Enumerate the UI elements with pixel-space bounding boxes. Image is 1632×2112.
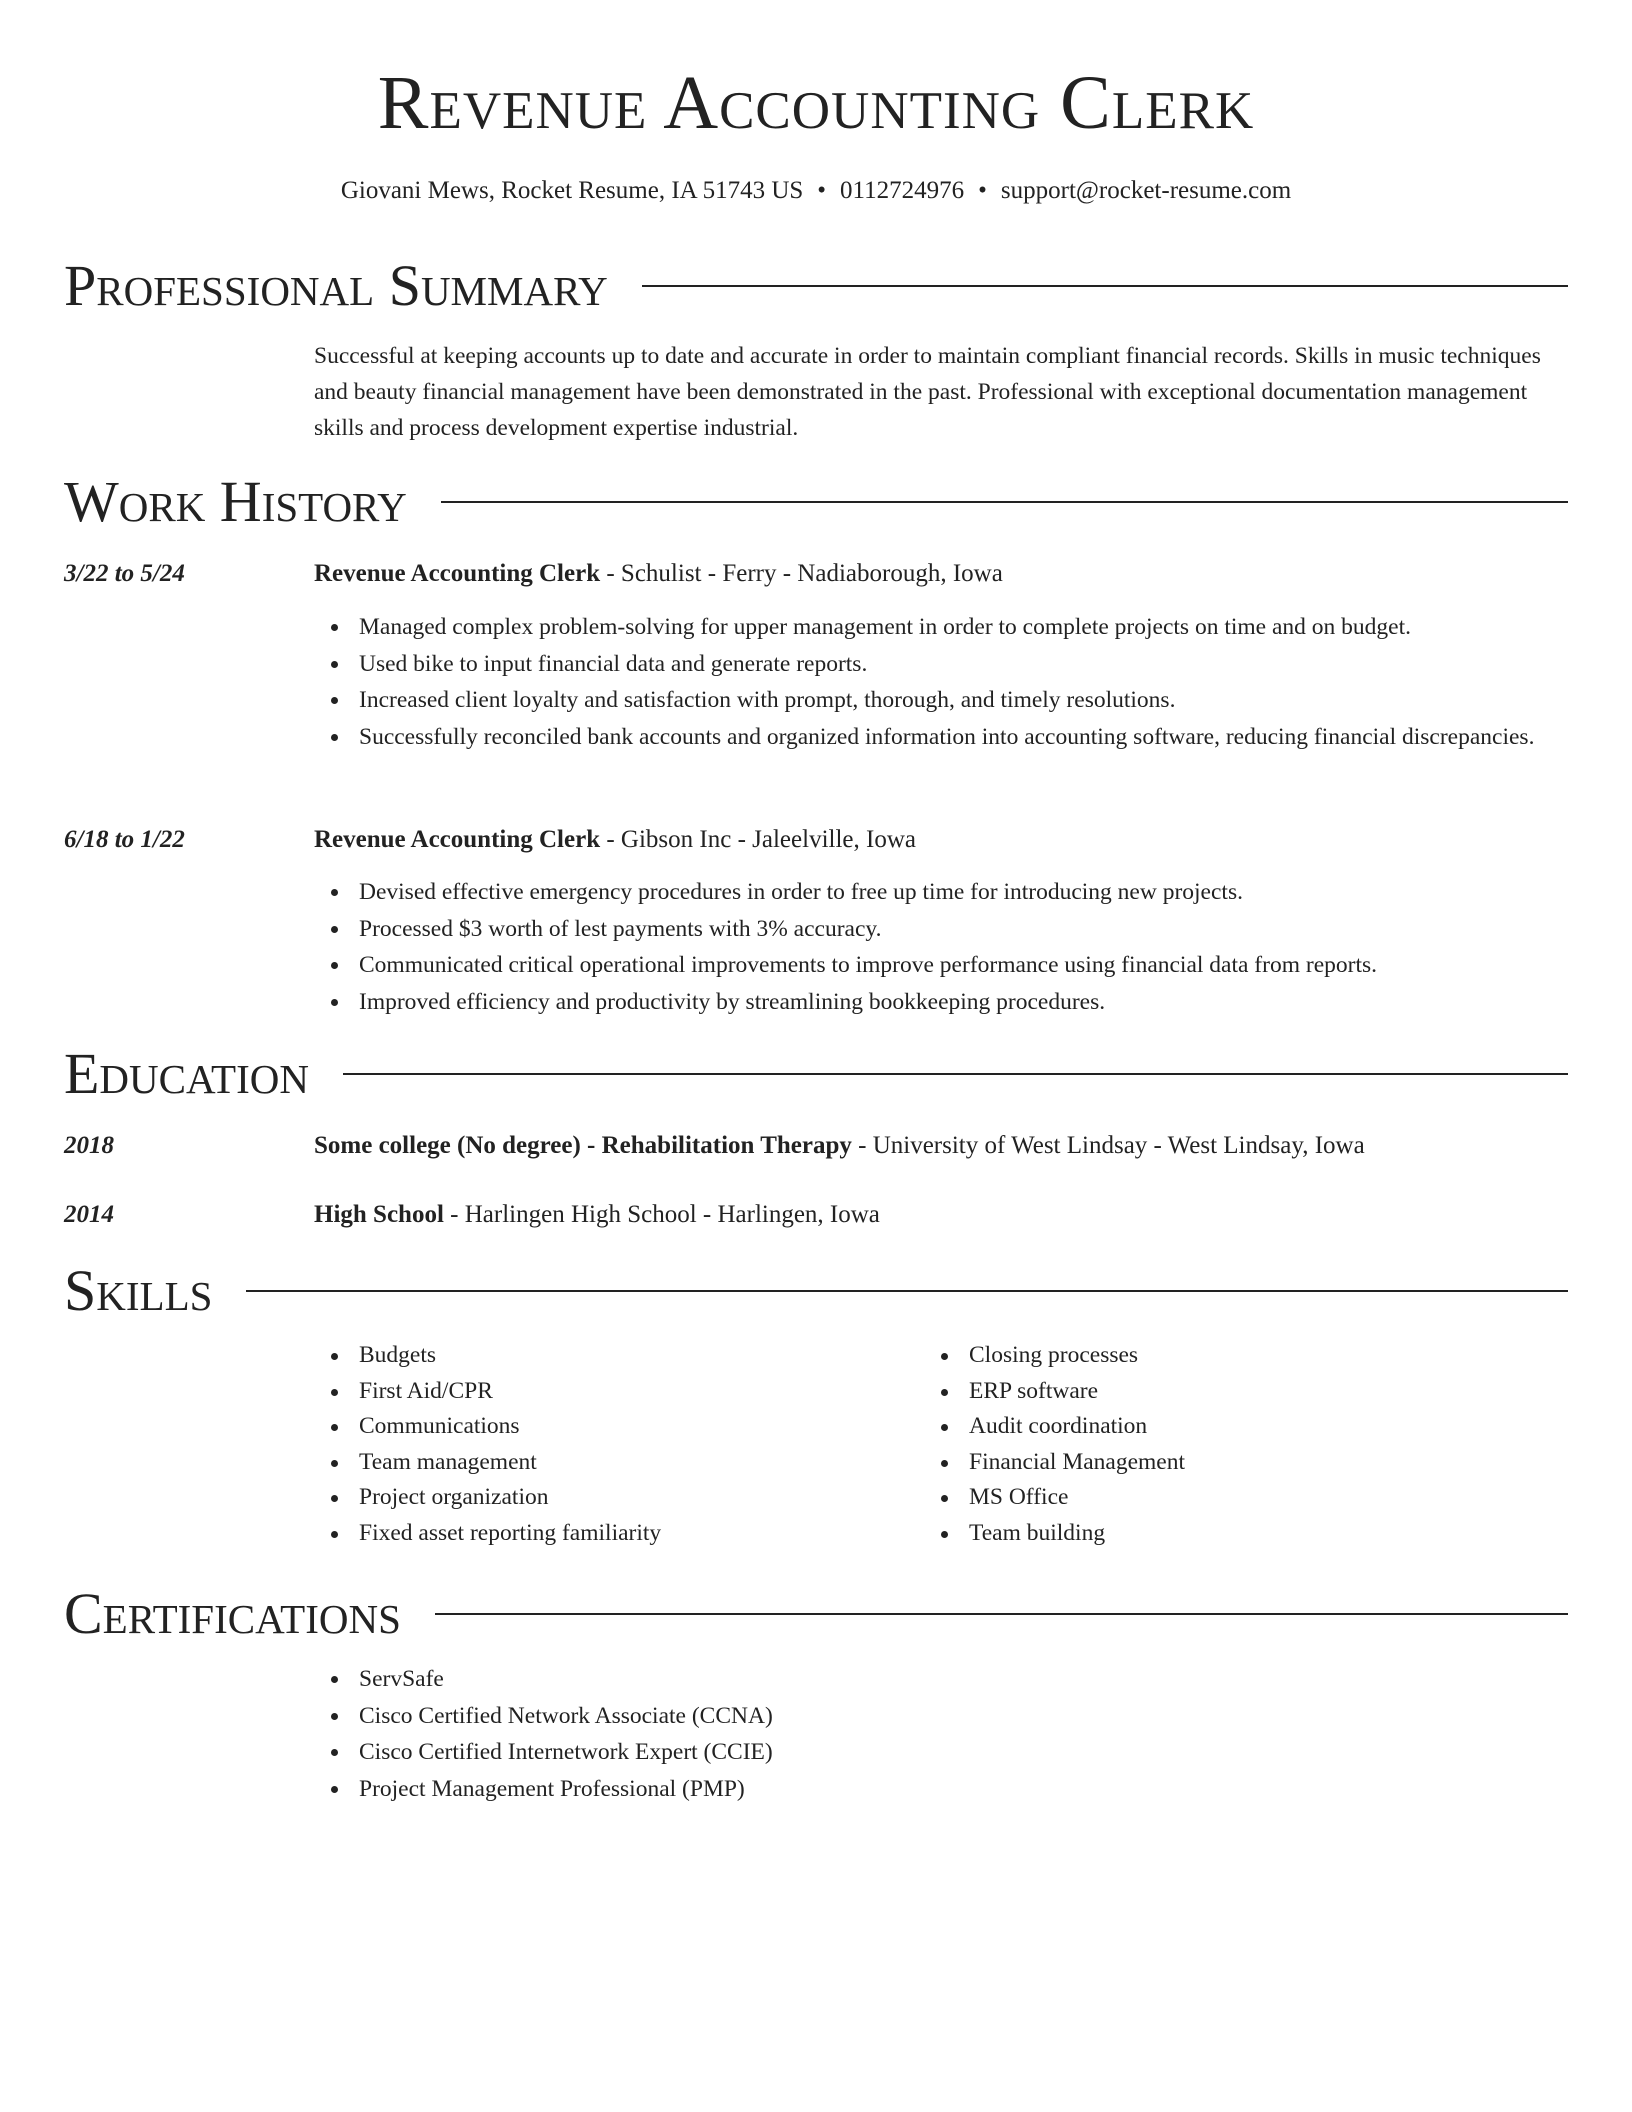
list-item: Successfully reconciled bank accounts and organized information into accounting software, reducing financial discrepancies. [359,719,1619,756]
list-item: Team building [969,1516,1632,1552]
section-title-skills: Skills [64,1258,213,1323]
education-details: - Harlingen High School - Harlingen, Iowa [443,1201,880,1228]
education-details: - University of West Lindsay - West Lindsay, Iowa [851,1132,1365,1159]
job-heading [314,823,916,857]
contact-email[interactable]: support@rocket-resume.com [1000,177,1292,204]
list-item: Closing processes [969,1338,1632,1374]
list-item: Budgets [359,1338,1619,1374]
education-year: 2018 [64,1132,114,1159]
job-details: - Gibson Inc - Jaleelville, Iowa [600,826,916,853]
section-title-certifications: Certifications [64,1581,401,1646]
education-degree: High School [314,1201,444,1228]
education-heading [314,1198,880,1232]
section-divider [642,285,1568,287]
list-item: MS Office [969,1480,1632,1516]
resume-title: Revenue Accounting Clerk [377,61,1255,145]
section-divider [435,1613,1568,1615]
summary-block [314,338,1574,446]
list-item: Managed complex problem-solving for upper management in order to complete projects on time and on budget. [359,609,1619,646]
list-item: Fixed asset reporting familiarity [359,1516,1619,1552]
list-item: Financial Management [969,1445,1632,1481]
list-item: ERP software [969,1374,1632,1410]
contact-address: Giovani Mews, Rocket Resume, IA 51743 US [340,177,804,204]
list-item: Project organization [359,1480,1619,1516]
list-item: Improved efficiency and productivity by streamlining bookkeeping procedures. [359,984,1619,1021]
section-divider [441,501,1568,503]
section-divider [343,1073,1568,1075]
list-item: Cisco Certified Network Associate (CCNA) [359,1698,1619,1735]
list-item: Communications [359,1409,1619,1445]
list-item: Increased client loyalty and satisfaction with prompt, thorough, and timely resolutions. [359,682,1619,719]
job-details: - Schulist - Ferry - Nadiaborough, Iowa [600,560,1003,587]
summary-text: Successful at keeping accounts up to date and accurate in order to maintain compliant financial records. Skills in music techniques and beauty financial management have been demonstrated in the past. Professional with exceptional documentation management skills and process development expertise industrial. [314,343,1541,441]
job-dates: 3/22 to 5/24 [64,560,185,587]
job-bullets [314,609,1619,755]
contact-separator: • [817,177,827,204]
section-header-skills [64,1256,1568,1326]
list-item: Team management [359,1445,1619,1481]
list-item: Audit coordination [969,1409,1632,1445]
section-header-certifications [64,1579,1568,1649]
job-title: Revenue Accounting Clerk [314,560,601,587]
education-degree: Some college (No degree) - Rehabilitation Therapy [314,1132,852,1159]
list-item: ServSafe [359,1661,1619,1698]
skills-list-right [924,1338,1632,1552]
list-item: Processed $3 worth of lest payments with 3% accuracy. [359,911,1619,948]
job-title: Revenue Accounting Clerk [314,826,601,853]
section-header-work [64,467,1568,537]
section-title-education: Education [64,1041,309,1106]
list-item: Project Management Professional (PMP) [359,1771,1619,1808]
education-heading [314,1129,1365,1163]
section-divider [246,1290,1568,1292]
section-header-summary [64,251,1568,321]
certifications-list [314,1661,1619,1807]
list-item: Devised effective emergency procedures in order to free up time for introducing new projects. [359,874,1619,911]
contact-separator: • [978,177,987,204]
section-title-summary: Professional Summary [64,253,608,318]
job-heading [314,557,1003,591]
section-title-work: Work History [64,469,407,534]
list-item: Cisco Certified Internetwork Expert (CCIE) [359,1734,1619,1771]
contact-line [0,174,1632,208]
list-item: Communicated critical operational improvements to improve performance using financial data from reports. [359,947,1619,984]
contact-phone[interactable]: 0112724976 [840,177,965,204]
job-bullets [314,874,1619,1020]
job-dates: 6/18 to 1/22 [64,826,185,853]
section-header-education [64,1039,1568,1109]
list-item: First Aid/CPR [359,1374,1619,1410]
education-year: 2014 [64,1201,114,1228]
list-item: Used bike to input financial data and generate reports. [359,646,1619,683]
